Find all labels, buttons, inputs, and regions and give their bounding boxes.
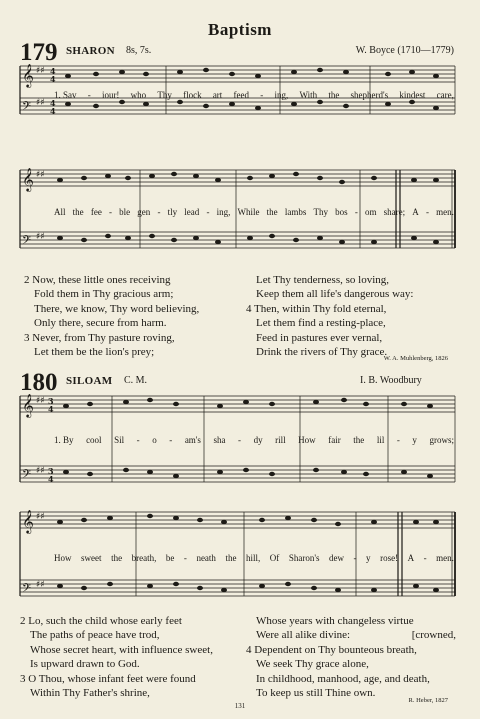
author-180: R. Heber, 1827 bbox=[408, 697, 448, 704]
svg-text:♯♯: ♯♯ bbox=[36, 466, 45, 476]
composer-180: I. B. Woodbury bbox=[360, 375, 422, 386]
tune-name-180: SILOAM bbox=[66, 375, 113, 387]
svg-text:𝄞: 𝄞 bbox=[22, 167, 34, 191]
verses-180-left: 2 Lo, such the child whose early feet The paths of peace have trod, Whose secret heart, with influence sweet, Is upward drawn to God. 3 O Thou, whose infant feet were found Within Thy Father's shrine, bbox=[20, 615, 213, 700]
verses-179-left: 2 Now, these little ones receiving Fold them in Thy gracious arm; There, we know, Thy word believing, Only there, secure from harm. 3 Never, from Thy pasture roving, Let them be the lion's prey; bbox=[24, 274, 200, 359]
svg-text:♯♯: ♯♯ bbox=[36, 66, 45, 76]
author-179: W. A. Muhlenberg, 1826 bbox=[383, 355, 448, 362]
svg-text:♯♯: ♯♯ bbox=[36, 512, 45, 522]
svg-text:♯♯: ♯♯ bbox=[36, 580, 45, 590]
hymn-number-180: 180 bbox=[20, 369, 58, 396]
svg-text:4: 4 bbox=[50, 66, 56, 76]
meter-180: C. M. bbox=[124, 375, 148, 386]
svg-text:𝄢: 𝄢 bbox=[22, 468, 32, 484]
page-header: Baptism bbox=[208, 20, 272, 39]
music-system-180-1 bbox=[0, 390, 480, 500]
svg-text:𝄢: 𝄢 bbox=[22, 100, 32, 116]
svg-text:𝄢: 𝄢 bbox=[22, 234, 32, 250]
page-number: 131 bbox=[234, 702, 246, 710]
svg-text:4: 4 bbox=[50, 106, 56, 116]
svg-text:3: 3 bbox=[48, 466, 54, 476]
svg-text:4: 4 bbox=[50, 74, 56, 84]
svg-text:𝄞: 𝄞 bbox=[22, 63, 34, 87]
hymn-number-179: 179 bbox=[20, 39, 58, 66]
svg-text:4: 4 bbox=[48, 474, 54, 484]
verses-180-right: Whose years with changeless virtue Were all alike divine: [crowned, 4 Dependent on Thy bounteous breath, We seek Thy grace alone, In childhood, manhood, age, and death, To keep us still Thine own. bbox=[246, 615, 456, 700]
lyrics-180-line-1: 1. By cool Sil - o - am's sha - dy rill How fair the lil - y grows; bbox=[54, 435, 454, 445]
svg-text:4: 4 bbox=[48, 404, 54, 414]
svg-text:♯♯: ♯♯ bbox=[36, 170, 45, 180]
svg-text:3: 3 bbox=[48, 396, 54, 406]
meter-179: 8s, 7s. bbox=[126, 45, 152, 56]
svg-text:𝄢: 𝄢 bbox=[22, 582, 32, 598]
svg-text:♯♯: ♯♯ bbox=[36, 396, 45, 406]
svg-text:♯♯: ♯♯ bbox=[36, 98, 45, 108]
svg-text:𝄞: 𝄞 bbox=[22, 393, 34, 417]
svg-text:𝄞: 𝄞 bbox=[22, 509, 34, 533]
composer-179: W. Boyce (1710—1779) bbox=[355, 45, 454, 56]
svg-text:♯♯: ♯♯ bbox=[36, 232, 45, 242]
tune-name-179: SHARON bbox=[66, 45, 115, 57]
svg-text:4: 4 bbox=[50, 98, 56, 108]
lyrics-179-line-1: 1. Sav - iour! who Thy flock art feed - ing, With the shepherd's kindest care, bbox=[54, 90, 454, 100]
lyrics-180-line-2: How sweet the breath, be - neath the hill, Of Sharon's dew - y rose! A - men. bbox=[54, 553, 454, 563]
lyrics-179-line-2: All the fee - ble gen - tly lead - ing, While the lambs Thy bos - om share; A - men. bbox=[54, 207, 454, 217]
verses-179-right: Let Thy tenderness, so loving, Keep them all life's dangerous way: 4 Then, within Thy fold eternal, Let them find a resting-place, Feed in pastures ever vernal, Drink the rivers of Thy grace. bbox=[246, 274, 414, 359]
